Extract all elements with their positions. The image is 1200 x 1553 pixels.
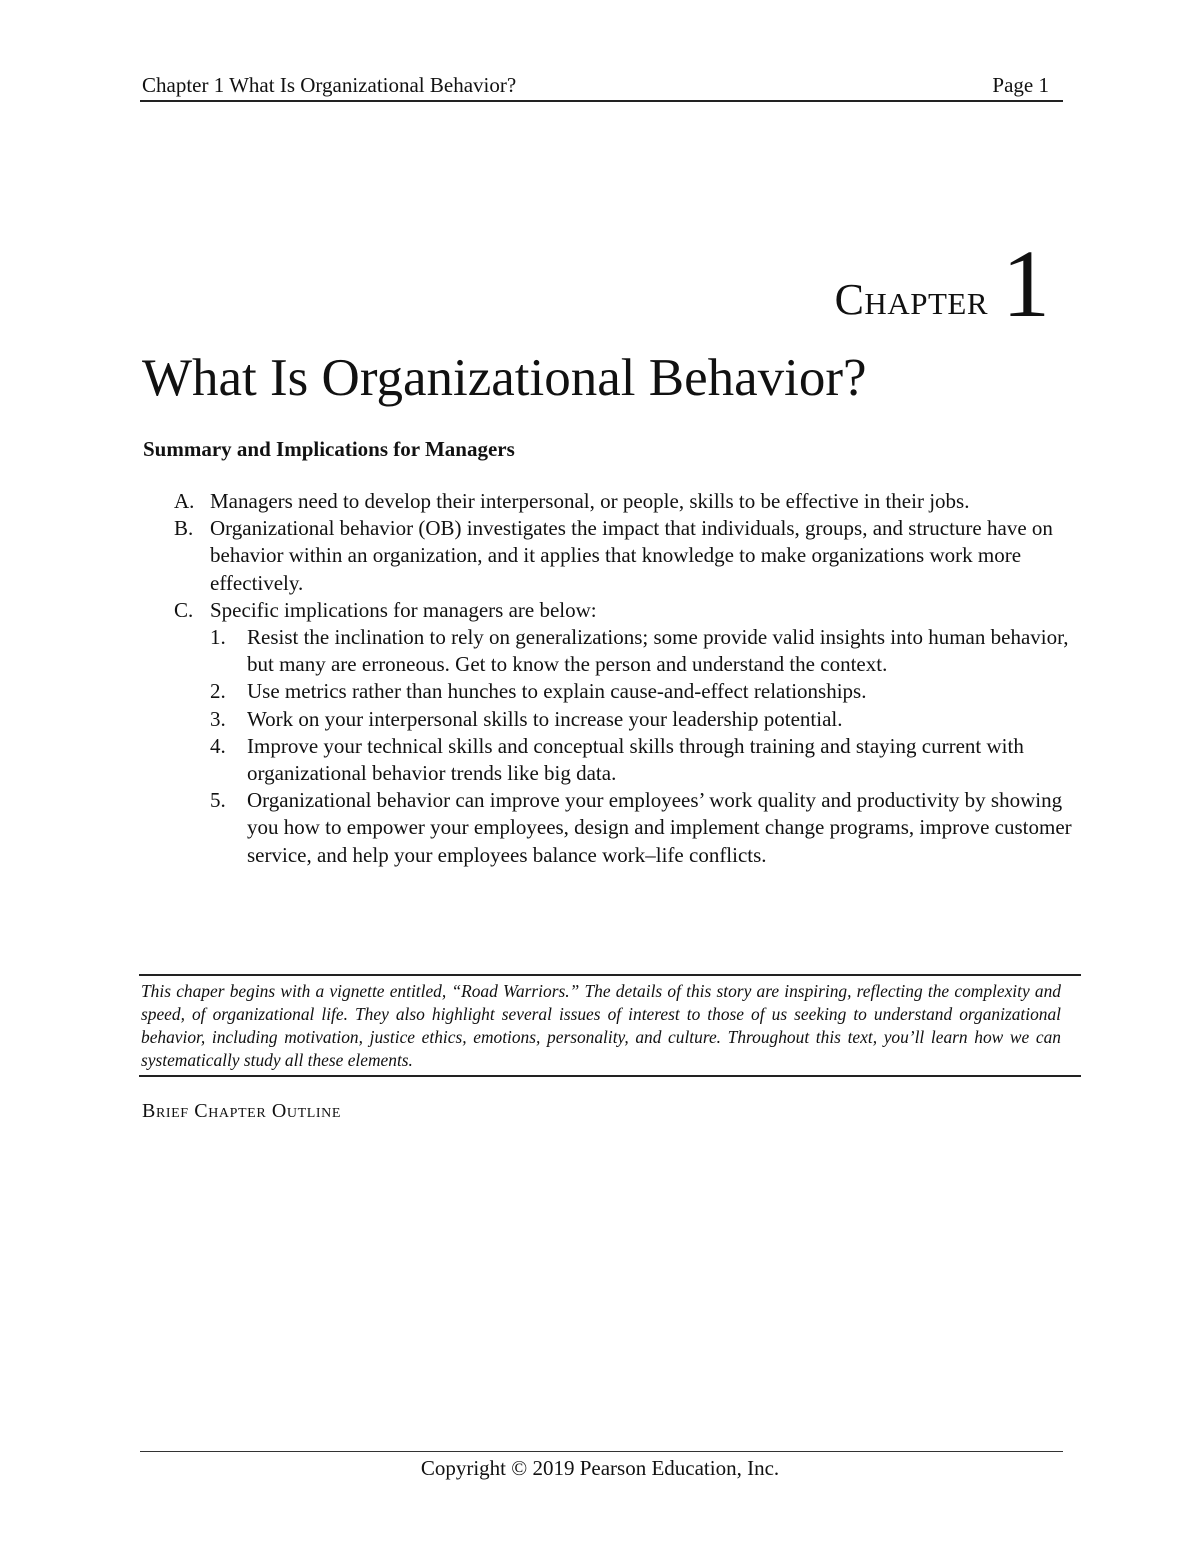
chapter-label [834, 230, 1050, 337]
running-header-title: Chapter 1 What Is Organizational Behavior? [142, 73, 517, 97]
list-item-text: Specific implications for managers are below: [210, 597, 597, 622]
list-marker: C. [174, 597, 194, 622]
list-item-text: Managers need to develop their interpersonal, or people, skills to be effective in their jobs. [210, 489, 970, 513]
sublist-item-text: Organizational behavior can improve your employees’ work quality and productivity by showing you how to empower your employees, design and implement change programs, improve customer service, and help your employees balance work–life conflicts. [247, 788, 1072, 867]
vignette-box [139, 974, 1081, 1077]
summary-heading: Summary and Implications for Managers [143, 437, 515, 461]
sublist-item-text: Improve your technical skills and conceptual skills through training and staying current with organizational behavior trends like big data. [247, 733, 1024, 786]
footer-divider [140, 1451, 1063, 1452]
sublist-marker: 5. [210, 788, 226, 813]
list-marker: B. [174, 516, 194, 541]
list-item-text: Organizational behavior (OB) investigates the impact that individuals, groups, and structure have on behavior within an organization, and it applies that knowledge to make organizations work more effectively. [210, 516, 1053, 595]
sublist-item-text: Work on your interpersonal skills to increase your leadership potential. [247, 706, 843, 731]
sublist-item [210, 706, 1074, 733]
sublist-item [210, 678, 1074, 705]
list-item [174, 488, 1074, 515]
sublist-marker: 1. [210, 625, 226, 650]
copyright-footer: Copyright © 2019 Pearson Education, Inc. [420, 1456, 780, 1480]
summary-list [174, 488, 1074, 869]
chapter-number: 1 [1002, 230, 1050, 337]
page-header [140, 72, 1063, 102]
chapter-title: What Is Organizational Behavior? [142, 349, 867, 407]
page-number: Page 1 [992, 73, 1049, 97]
sublist-marker: 2. [210, 679, 226, 704]
chapter-word: Chapter [834, 275, 988, 324]
implications-sublist [210, 624, 1074, 869]
sublist-marker: 3. [210, 706, 226, 731]
sublist-item [210, 733, 1074, 787]
sublist-item-text: Resist the inclination to rely on generalizations; some provide valid insights into human behavior, but many are erroneous. Get to know the person and understand the context. [247, 625, 1069, 677]
sublist-marker: 4. [210, 733, 226, 758]
sublist-item [210, 787, 1074, 869]
brief-outline-heading: Brief Chapter Outline [142, 1100, 342, 1122]
sublist-item-text: Use metrics rather than hunches to explain cause-and-effect relationships. [247, 679, 867, 704]
sublist-item [210, 624, 1074, 678]
list-item [174, 515, 1074, 597]
list-marker: A. [174, 489, 195, 513]
list-item [174, 597, 1074, 869]
vignette-text: This chaper begins with a vignette entitled, “Road Warriors.” The details of this story are inspiring, reflecting the complexity and speed, of organizational life. They also highlight several issues of interest to those of us seeking to understand organizational behavior, including motivation, justice ethics, emotions, personality, and culture. Throughout this text, you’ll learn how we can systematically study all these elements. [141, 981, 1061, 1070]
